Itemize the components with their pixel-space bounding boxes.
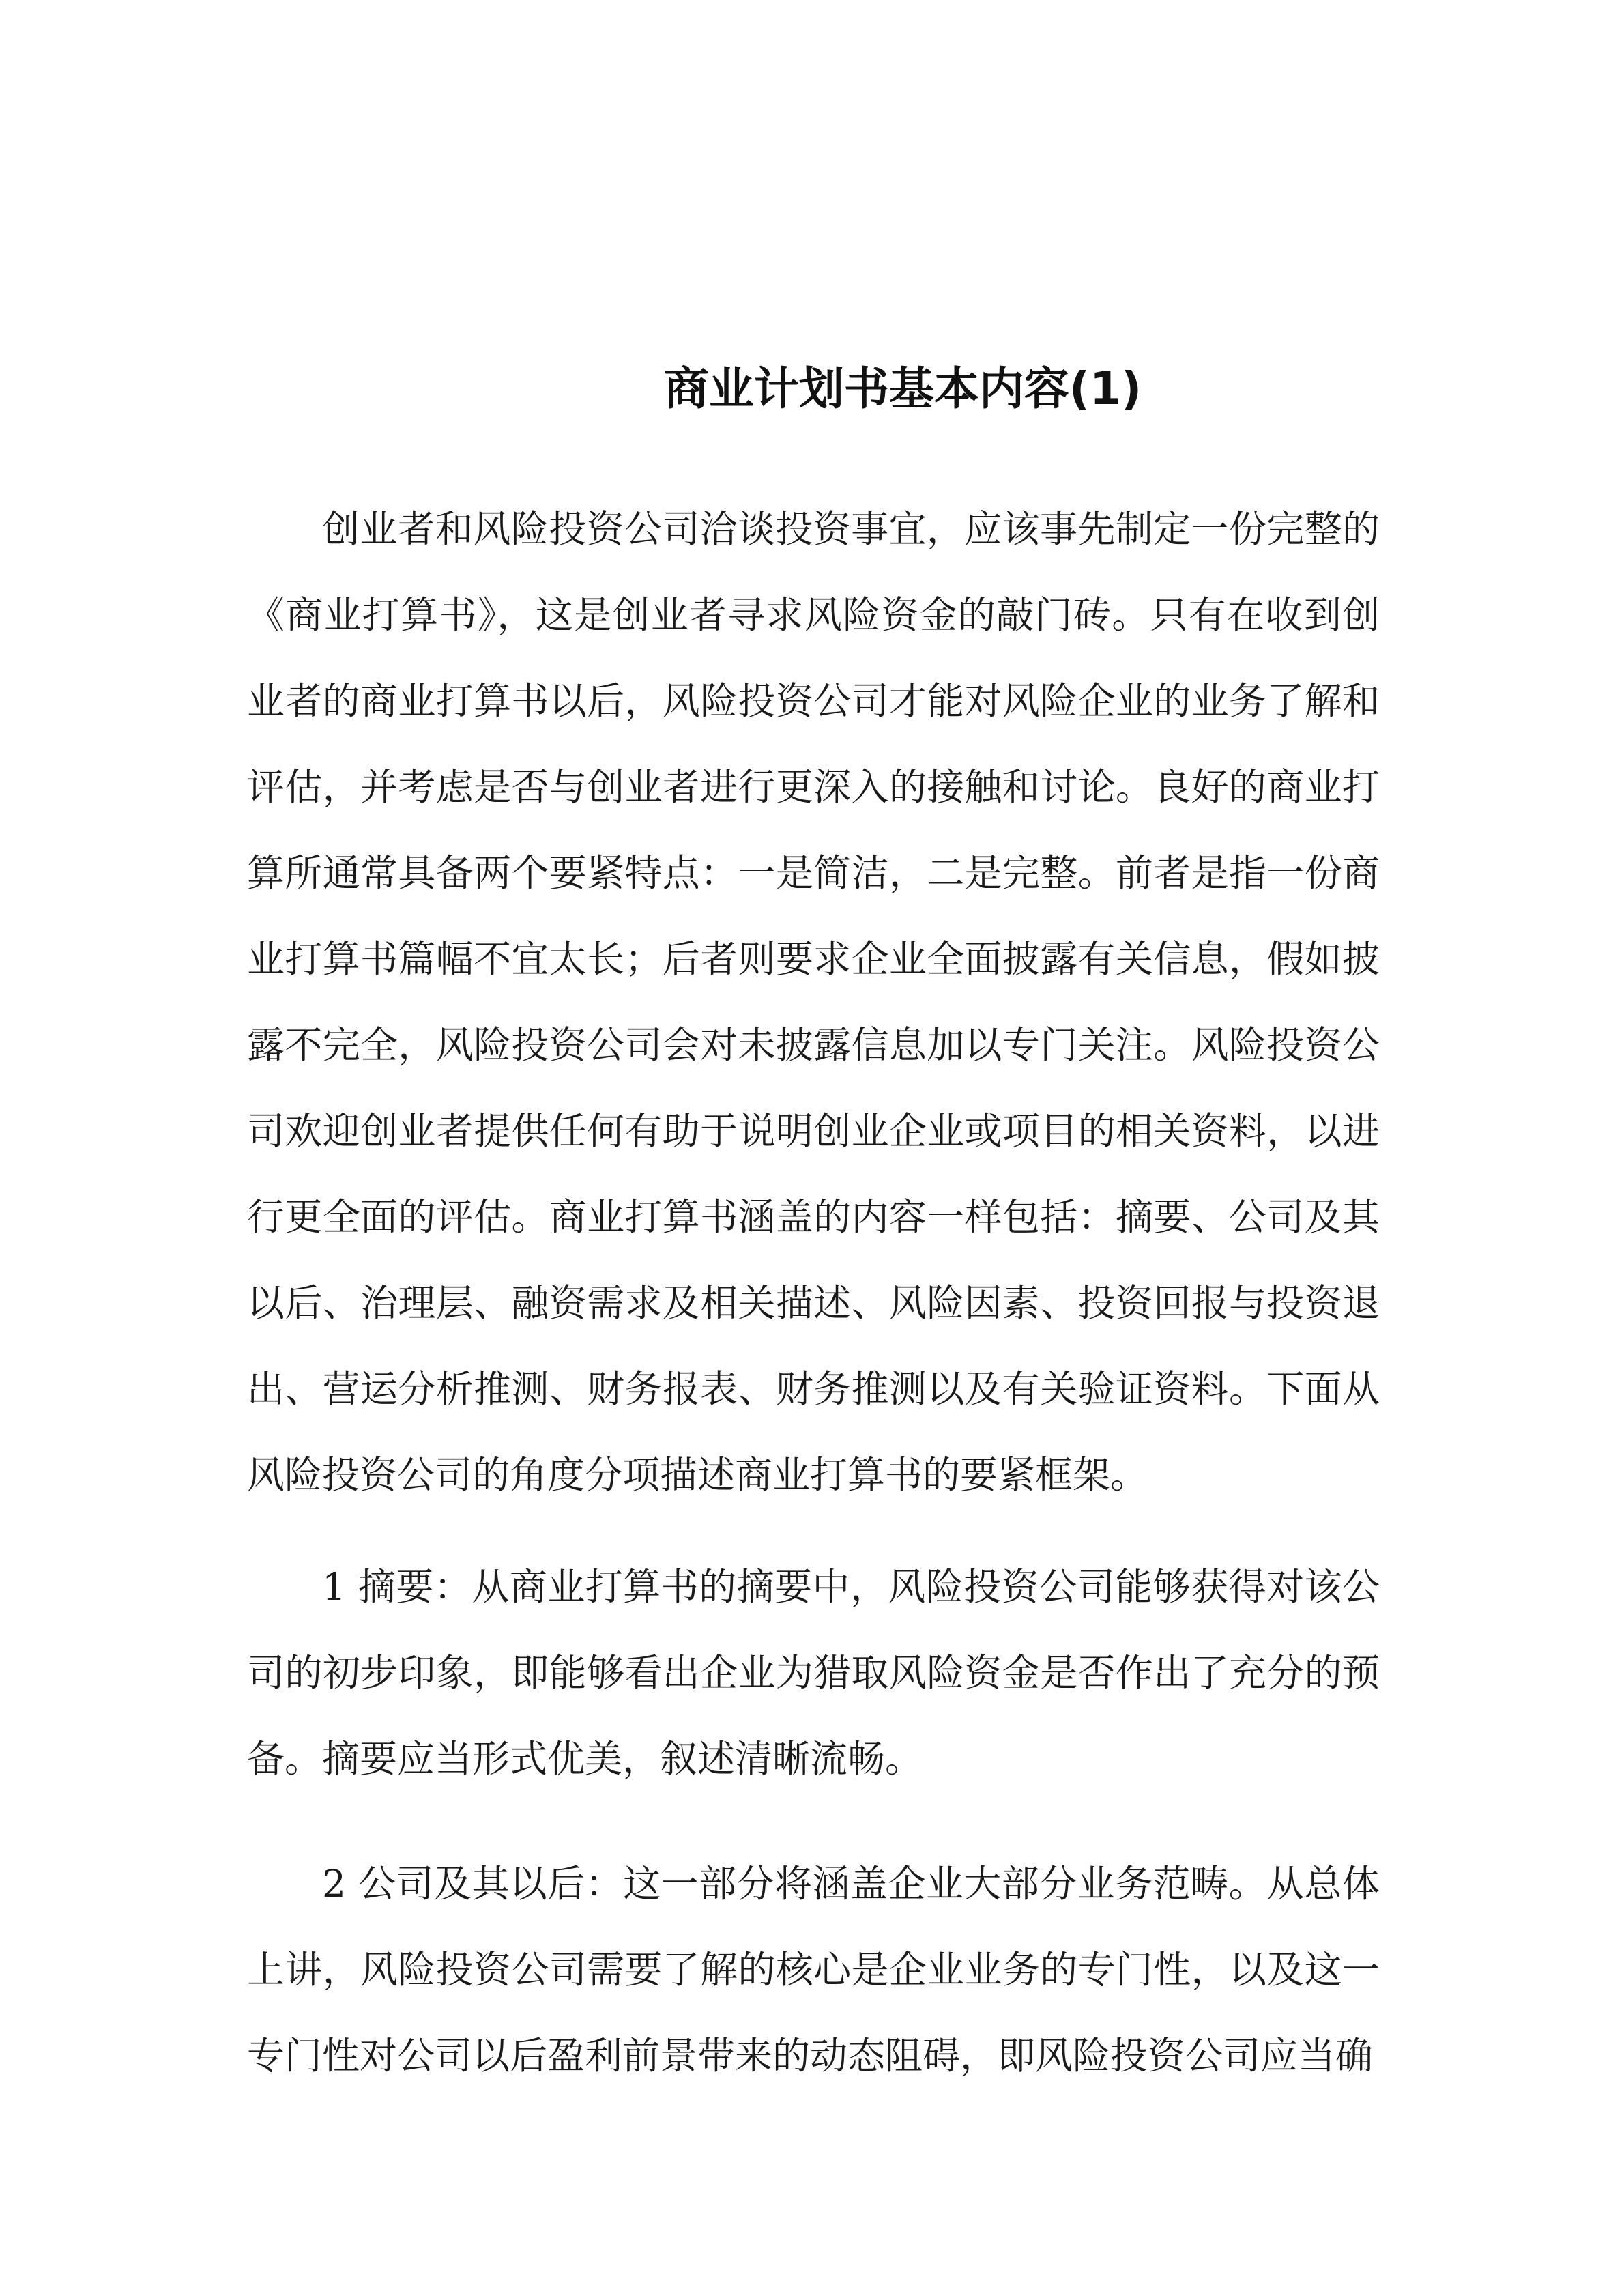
paragraph-summary: 1 摘要：从商业打算书的摘要中，风险投资公司能够获得对该公司的初步印象，即能够看出企业为猎取风险资金是否作出了充分的预备。摘要应当形式优美，叙述清晰流畅。 (247, 1565, 1380, 1781)
paragraph-company: 2 公司及其以后：这一部分将涵盖企业大部分业务范畴。从总体上讲，风险投资公司需要了解的核心是企业业务的专门性，以及这一专门性对公司以后盈利前景带来的动态阻碍，即风险投资公司应当确 (247, 1862, 1380, 2078)
document-title: 商业计划书基本内容(1) (663, 362, 1142, 415)
paragraph-intro: 创业者和风险投资公司洽谈投资事宜，应该事先制定一份完整的《商业打算书》，这是创业者寻求风险资金的敲门砖。只有在收到创业者的商业打算书以后，风险投资公司才能对风险企业的业务了解和评估，并考虑是否与创业者进行更深入的接触和讨论。良好的商业打算所通常具备两个要紧特点：一是简洁，二是完整。前者是指一份商业打算书篇幅不宜太长；后者则要求企业全面披露有关信息，假如披露不完全，风险投资公司会对未披露信息加以专门关注。风险投资公司欢迎创业者提供任何有助于说明创业企业或项目的相关资料，以进行更全面的评估。商业打算书涵盖的内容一样包括：摘要、公司及其以后、治理层、融资需求及相关描述、风险因素、投资回报与投资退出、营运分析推测、财务报表、财务推测以及有关验证资料。下面从风险投资公司的角度分项描述商业打算书的要紧框架。 (247, 507, 1380, 1497)
